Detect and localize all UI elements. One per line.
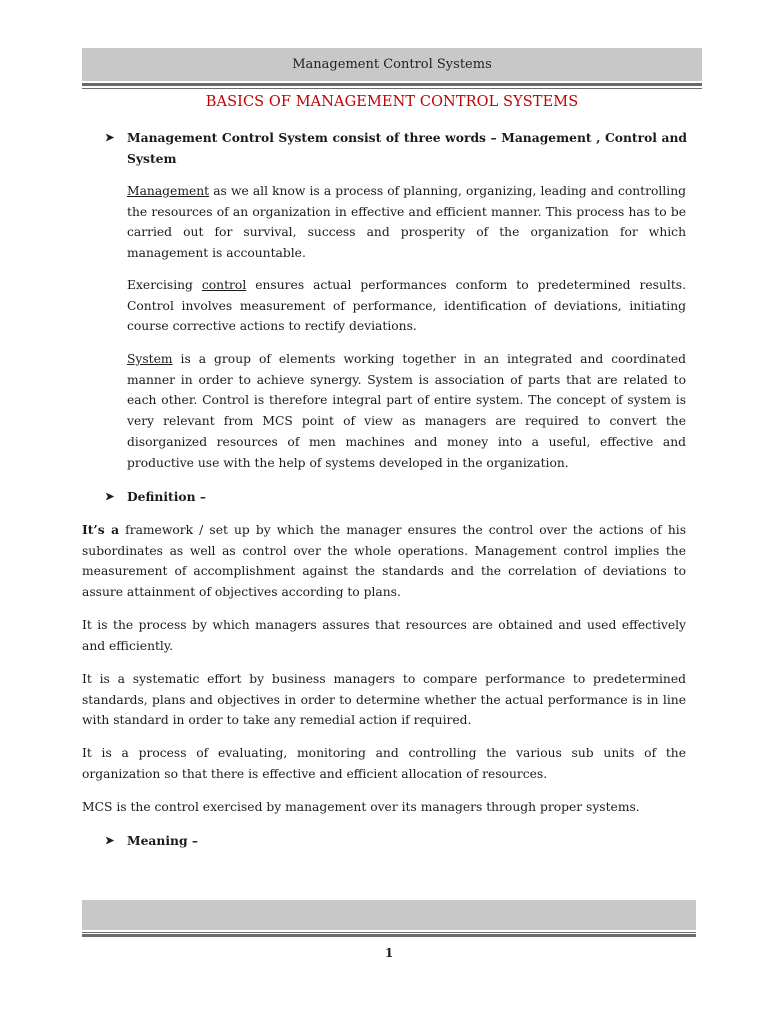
definition-paragraph-3: It is a systematic effort by business managers to compare performance to predetermined standards, plans and objectives in order to determine whether the actual performance is in line with standard in order to take any remedial action if required. <box>82 672 686 728</box>
bullet-intro-text: Management Control System consist of three words – Management , Control and System <box>127 130 687 166</box>
paragraph-system-text: is a group of elements working together in an integrated and coordinated manner in order to achieve synergy. System is association of parts that are related to each other. Control is therefore integral part of entire system. The concept of system is very relevant from MCS point of view as managers are required to convert the disorganized resources of men machines and money into a useful, effective and productive use with the help of systems developed in the organization. <box>127 352 686 470</box>
bullet-intro <box>105 127 687 169</box>
paragraph-control-text: ensures actual performances conform to predetermined results. Control involves measurement of performance, identification of deviations, initiating course corrective actions to rectify deviations. <box>127 278 686 334</box>
definition-paragraph-4: It is a process of evaluating, monitoring and controlling the various sub units of the organization so that there is effective and efficient allocation of resources. <box>82 746 686 781</box>
header-rule-thin <box>82 88 702 89</box>
definition-paragraph-1 <box>82 520 686 603</box>
definition-paragraph-1-text: framework / set up by which the manager ensures the control over the actions of his subordinates as well as control over the whole operations. Management control implies the measurement of accomplishment against the standards and the correlation of deviations to assure attainment of objectives according to plans. <box>82 523 686 600</box>
arrow-bullet-icon: ➤ <box>105 490 115 503</box>
definition-lead: It’s a <box>82 522 120 537</box>
paragraph-management-text: as we all know is a process of planning, organizing, leading and controlling the resources of an organization in effective and efficient manner. This process has to be carried out for survival, success and prosperity of the organization for which management is accountable. <box>127 184 686 261</box>
bullet-meaning-text: Meaning – <box>127 833 198 848</box>
paragraph-management <box>127 181 686 264</box>
paragraph-control-pre: Exercising <box>127 278 202 292</box>
page-number: 1 <box>384 946 394 960</box>
running-header <box>82 48 702 81</box>
arrow-bullet-icon: ➤ <box>105 131 115 144</box>
definition-paragraph-2: It is the process by which managers assures that resources are obtained and used effectively and efficiently. <box>82 618 686 653</box>
definition-paragraph-5: MCS is the control exercised by management over its managers through proper systems. <box>82 800 640 814</box>
term-management: Management <box>127 184 210 198</box>
bullet-meaning <box>105 830 405 851</box>
footer-rule-thin <box>82 932 696 933</box>
bullet-definition <box>105 486 405 507</box>
bullet-definition-text: Definition – <box>127 489 206 504</box>
paragraph-control <box>127 275 686 337</box>
document-title: BASICS OF MANAGEMENT CONTROL SYSTEMS <box>205 94 579 110</box>
term-control: control <box>201 278 247 292</box>
header-title: Management Control Systems <box>292 57 492 72</box>
paragraph-system <box>127 349 686 473</box>
header-rule <box>82 83 702 86</box>
arrow-bullet-icon: ➤ <box>105 834 115 847</box>
term-system: System <box>127 352 173 366</box>
footer-rule <box>82 934 696 937</box>
footer-band <box>82 900 696 930</box>
